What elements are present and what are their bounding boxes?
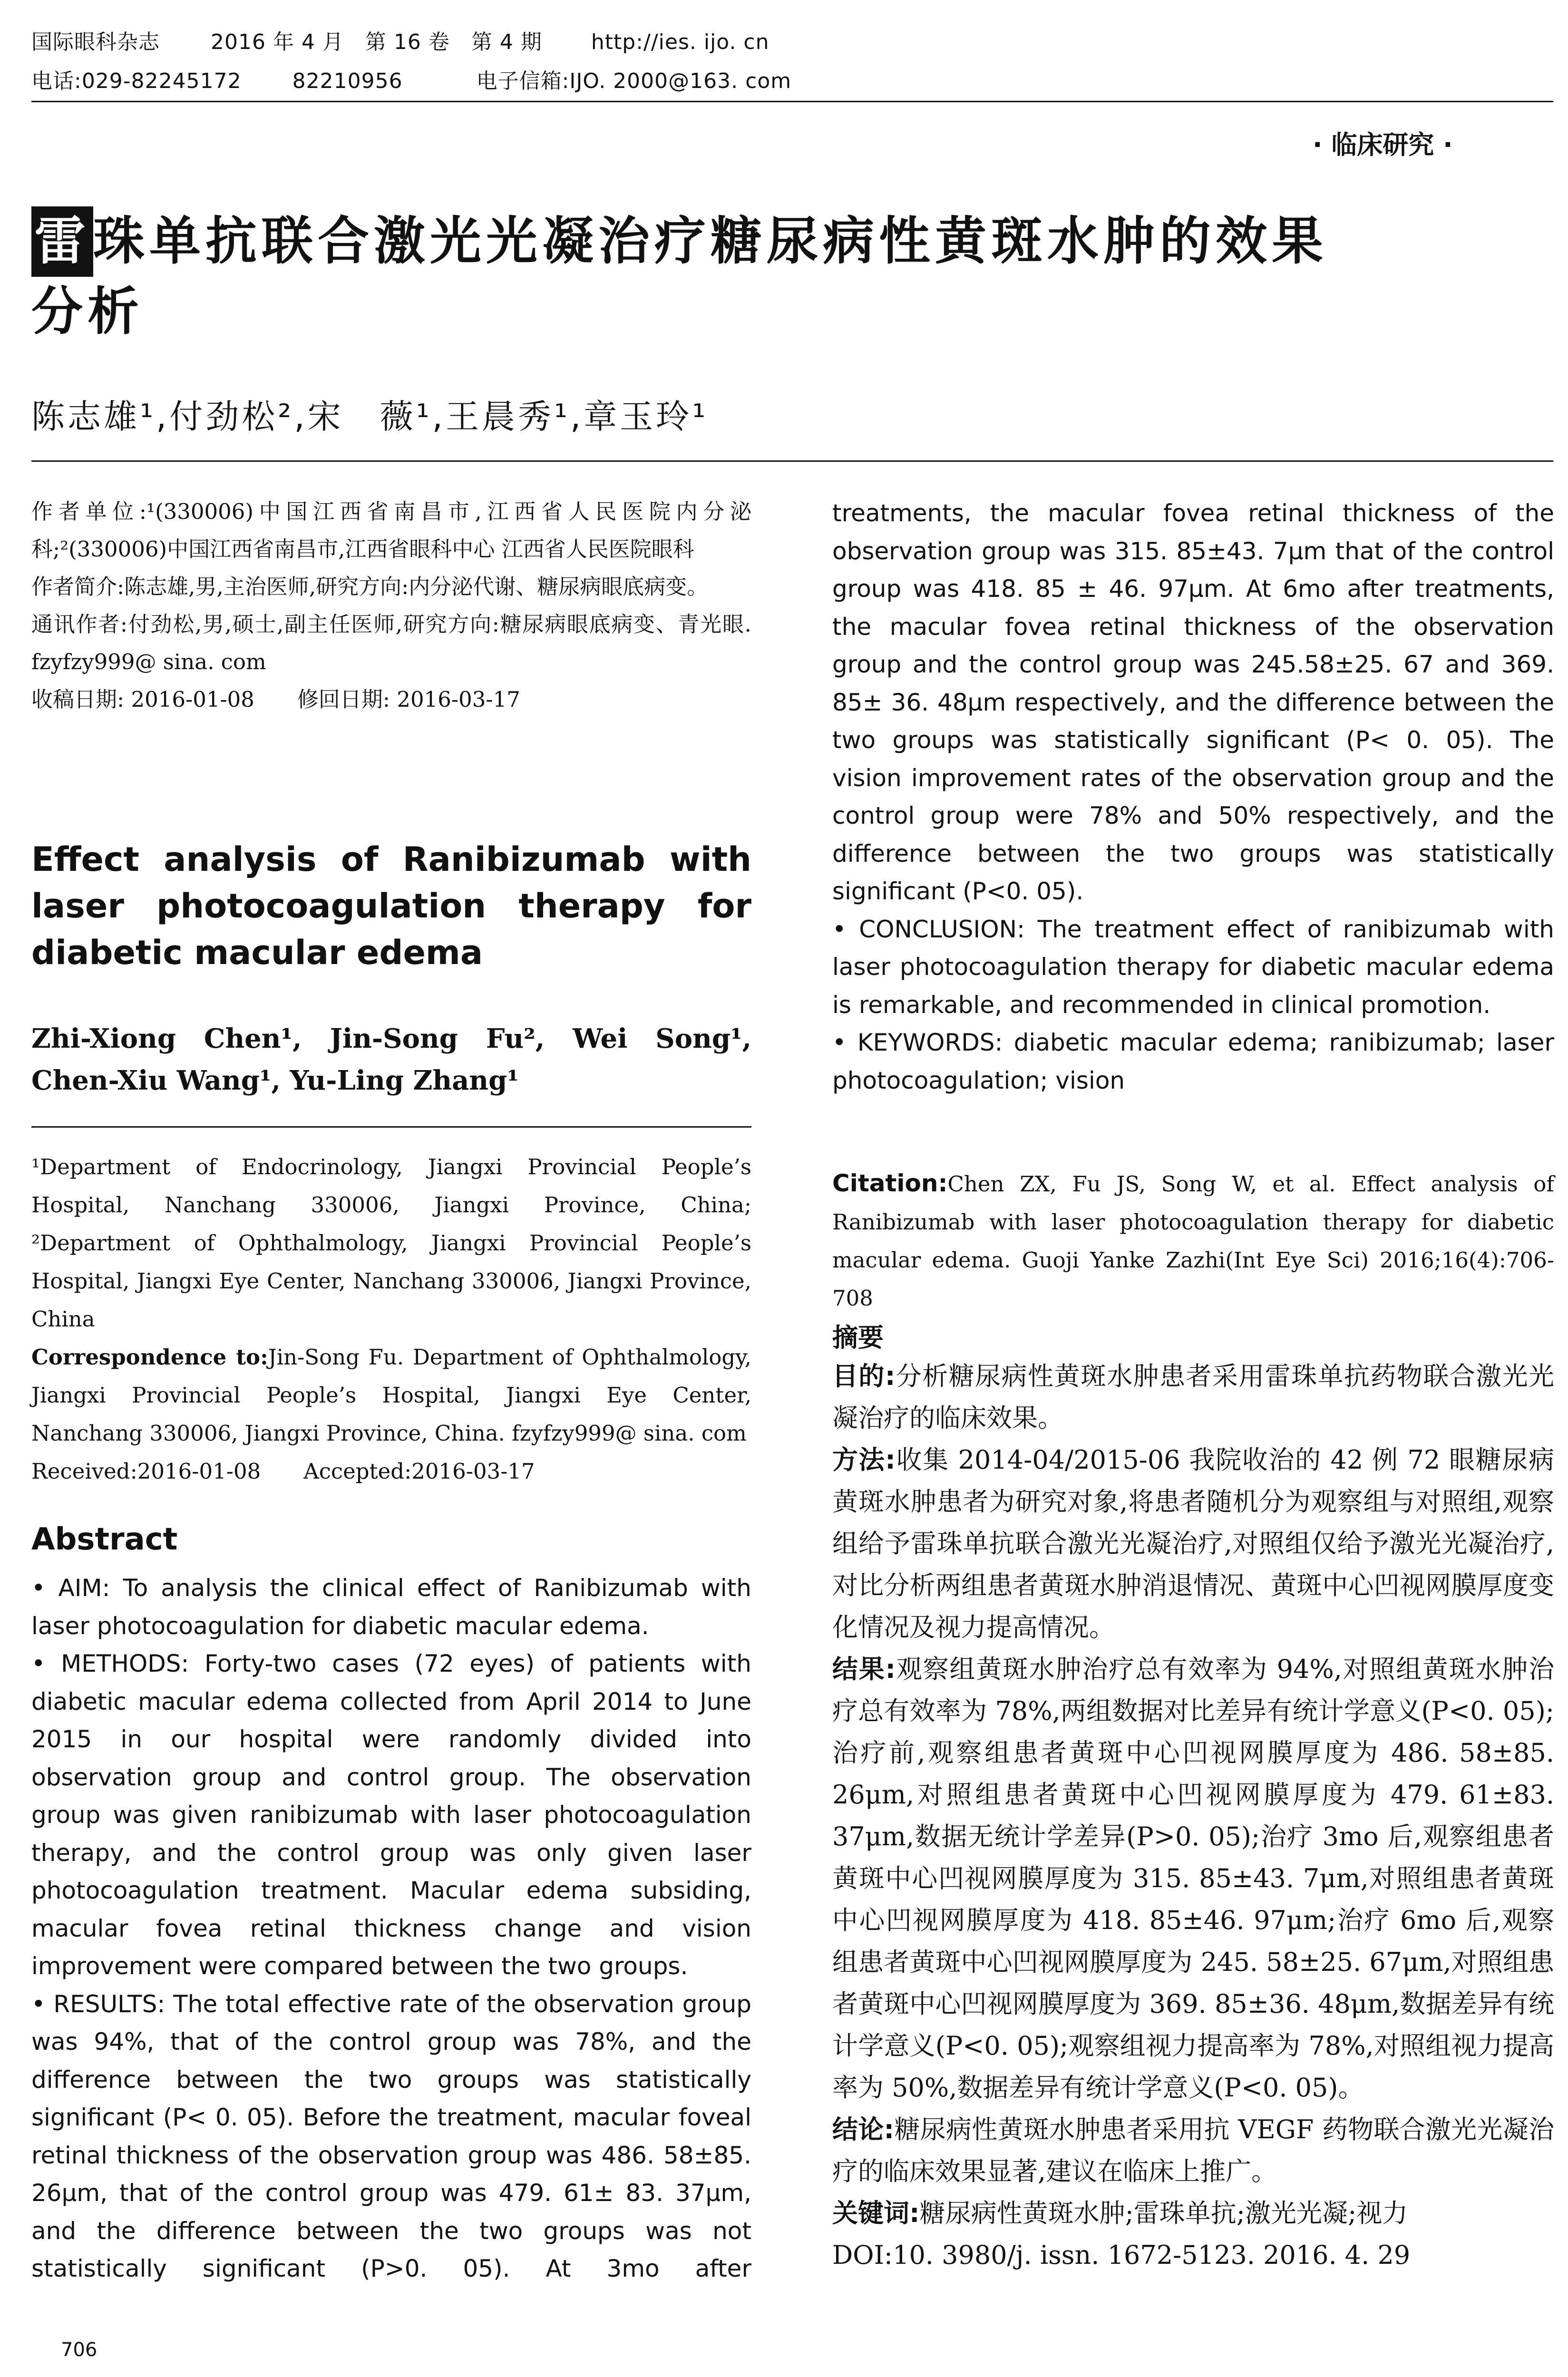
- title-rule: [31, 460, 1553, 462]
- authors-cn: 陈志雄¹,付劲松²,宋 薇¹,王晨秀¹,章玉玲¹: [31, 397, 709, 436]
- title-lead-char: 雷: [31, 206, 93, 277]
- abstract-results-part2: treatments, the macular fovea retinal thickness of the observation group was 315. 85±43. 7μm that of the control group was 418. 85 ± 46. 97μm. At 6mo after treatments, the macular fovea retinal thickness of the observation group and the control group was 245.58±25. 67 and 369. 85± 36. 48μm respectively, and the difference between the two groups was statistically significant (P< 0. 05). The vision improvement rates of the observation group and the control group were 78% and 50% respectively, and the difference between the two groups was statistically significant (P<0. 05).: [832, 499, 1554, 905]
- journal-url[interactable]: http://ies. ijo. cn: [591, 30, 769, 54]
- corresponding-cn: 通讯作者:付劲松,男,硕士,副主任医师,研究方向:糖尿病眼底病变、青光眼. fzyfzy999@ sina. com: [31, 612, 751, 674]
- cn-methods-label: 方法:: [832, 1445, 896, 1475]
- citation-block: [832, 1164, 1554, 1317]
- received-dates: Received:2016-01-08 Accepted:2016-03-17: [31, 1459, 535, 1484]
- cn-aim: [832, 1355, 1554, 1439]
- cn-methods-text: 收集 2014-04/2015-06 我院收治的 42 例 72 眼糖尿病黄斑水肿患者为研究对象,将患者随机分为观察组与对照组,观察组给予雷珠单抗联合激光光凝治疗,对照组仅给予激光光凝治疗,对比分析两组患者黄斑水肿消退情况、黄斑中心凹视网膜厚度变化情况及视力提高情况。: [832, 1445, 1554, 1642]
- citation-label: Citation:: [832, 1169, 948, 1197]
- cn-aim-label: 目的:: [832, 1361, 896, 1391]
- title-cn: [31, 206, 1553, 347]
- title-cn-line2: 分析: [31, 282, 144, 341]
- cn-keywords-text: 糖尿病性黄斑水肿;雷珠单抗;激光光凝;视力: [919, 2198, 1408, 2228]
- cn-conclusion: [832, 2109, 1554, 2192]
- affiliation-cn: 作者单位:¹(330006)中国江西省南昌市,江西省人民医院内分泌科;²(330006)中国江西省南昌市,江西省眼科中心 江西省人民医院眼科: [31, 499, 751, 562]
- affiliations-en: ¹Department of Endocrinology, Jiangxi Provincial People’s Hospital, Nanchang 330006, Jiangxi Province, China; ²Department of Ophthalmology, Jiangxi Provincial People’s Hospital, Jiangxi Eye Center, Nanchang 330006, Jiangxi Province, China: [31, 1154, 751, 1332]
- abstract-results-part1: • RESULTS: The total effective rate of the observation group was 94%, that of the control group was 78%, and the difference between the two groups was statistically significant (P< 0. 05). Before the treatment, macular foveal retinal thickness of the observation group was 486. 58±85. 26μm, that of the control group was 479. 61± 83. 37μm, and the difference between the two groups was not statistically significant (P>0. 05). At 3mo after: [31, 1990, 751, 2282]
- dates-cn: 收稿日期: 2016-01-08 修回日期: 2016-03-17: [31, 687, 520, 712]
- journal-name: 国际眼科杂志: [31, 30, 160, 54]
- author-bio-cn: 作者简介:陈志雄,男,主治医师,研究方向:内分泌代谢、糖尿病眼底病变。: [31, 574, 709, 599]
- correspondence-text: Jin-Song Fu. Department of Ophthalmology, Jiangxi Provincial People’s Hospital, Jiangxi Eye Center, Nanchang 330006, Jiangxi Province, China. fzyfzy999@ sina. com: [31, 1344, 751, 1446]
- cn-results-text: 观察组黄斑水肿治疗总有效率为 94%,对照组黄斑水肿治疗总有效率为 78%,两组数据对比差异有统计学意义(P<0. 05);治疗前,观察组患者黄斑中心凹视网膜厚度为 486. 58±85. 26μm,对照组患者黄斑中心凹视网膜厚度为 479. 61±83. 37μm,数据无统计学差异(P>0. 05);治疗 3mo 后,观察组患者黄斑中心凹视网膜厚度为 315. 85±43. 7μm,对照组患者黄斑中心凹视网膜厚度为 418. 85±46. 97μm;治疗 6mo 后,观察组患者黄斑中心凹视网膜厚度为 245. 58±25. 67μm,对照组患者黄斑中心凹视网膜厚度为 369. 85±36. 48μm,数据差异有统计学意义(P<0. 05);观察组视力提高率为 78%,对照组视力提高率为 50%,数据差异有统计学意义(P<0. 05)。: [832, 1654, 1554, 2103]
- contact-email[interactable]: 电子信箱:IJO. 2000@163. com: [476, 69, 792, 93]
- citation-text: Chen ZX, Fu JS, Song W, et al. Effect analysis of Ranibizumab with laser photocoagulation therapy for diabetic macular edema. Guoji Yanke Zazhi(Int Eye Sci) 2016;16(4):706-708: [832, 1171, 1554, 1311]
- contact-line: [31, 64, 1553, 94]
- abstract-keywords: • KEYWORDS: diabetic macular edema; ranibizumab; laser photocoagulation; vision: [832, 1029, 1554, 1094]
- page-number: 706: [61, 2339, 97, 2361]
- cn-results-label: 结果:: [832, 1654, 896, 1684]
- cn-methods: [832, 1439, 1554, 1648]
- abstract-methods: • METHODS: Forty-two cases (72 eyes) of patients with diabetic macular edema collected from April 2014 to June 2015 in our hospital were randomly divided into observation group and control group. The observation group was given ranibizumab with laser photocoagulation therapy, and the control group was only given laser photocoagulation treatment. Macular edema subsiding, macular fovea retinal thickness change and vision improvement were compared between the two groups.: [31, 1650, 751, 1980]
- abstract-heading: Abstract: [31, 1522, 178, 1557]
- cn-keywords-label: 关键词:: [832, 2198, 920, 2228]
- cn-conclusion-text: 糖尿病性黄斑水肿患者采用抗 VEGF 药物联合激光光凝治疗的临床效果显著,建议在临床上推广。: [832, 2114, 1554, 2186]
- correspondence-block: [31, 1338, 751, 1452]
- journal-header: [31, 25, 1553, 55]
- abstract-conclusion: • CONCLUSION: The treatment effect of ranibizumab with laser photocoagulation therapy for diabetic macular edema is remarkable, and recommended in clinical promotion.: [832, 915, 1554, 1019]
- author-info-cn: [31, 493, 751, 718]
- abstract-left: [31, 1569, 751, 2288]
- issue-info: 2016 年 4 月 第 16 卷 第 4 期: [211, 30, 542, 54]
- cn-keywords: [832, 2192, 1554, 2234]
- cn-conclusion-label: 结论:: [832, 2114, 895, 2144]
- cn-abstract-heading: 摘要: [832, 1323, 884, 1353]
- cn-abstract: [832, 1355, 1554, 2276]
- title-en: Effect analysis of Ranibizumab with laser photocoagulation therapy for diabetic macular edema: [31, 840, 751, 972]
- header-rule: [31, 101, 1553, 102]
- affil-rule: [31, 1126, 751, 1128]
- doi: DOI:10. 3980/j. issn. 1672-5123. 2016. 4. 29: [832, 2240, 1411, 2270]
- cn-results: [832, 1648, 1554, 2109]
- section-label: · 临床研究 ·: [1313, 130, 1453, 160]
- phone-secondary: 82210956: [292, 69, 403, 93]
- abstract-aim: • AIM: To analysis the clinical effect of Ranibizumab with laser photocoagulation for diabetic macular edema.: [31, 1574, 751, 1640]
- authors-en: Zhi-Xiong Chen¹, Jin-Song Fu², Wei Song¹, Chen-Xiu Wang¹, Yu-Ling Zhang¹: [31, 1023, 751, 1096]
- title-cn-line1: 珠单抗联合激光光凝治疗糖尿病性黄斑水肿的效果: [93, 212, 1328, 271]
- cn-aim-text: 分析糖尿病性黄斑水肿患者采用雷珠单抗药物联合激光光凝治疗的临床效果。: [832, 1361, 1554, 1433]
- abstract-right: [832, 495, 1554, 1100]
- correspondence-label: Correspondence to:: [31, 1344, 268, 1370]
- phone: 电话:029-82245172: [31, 69, 242, 93]
